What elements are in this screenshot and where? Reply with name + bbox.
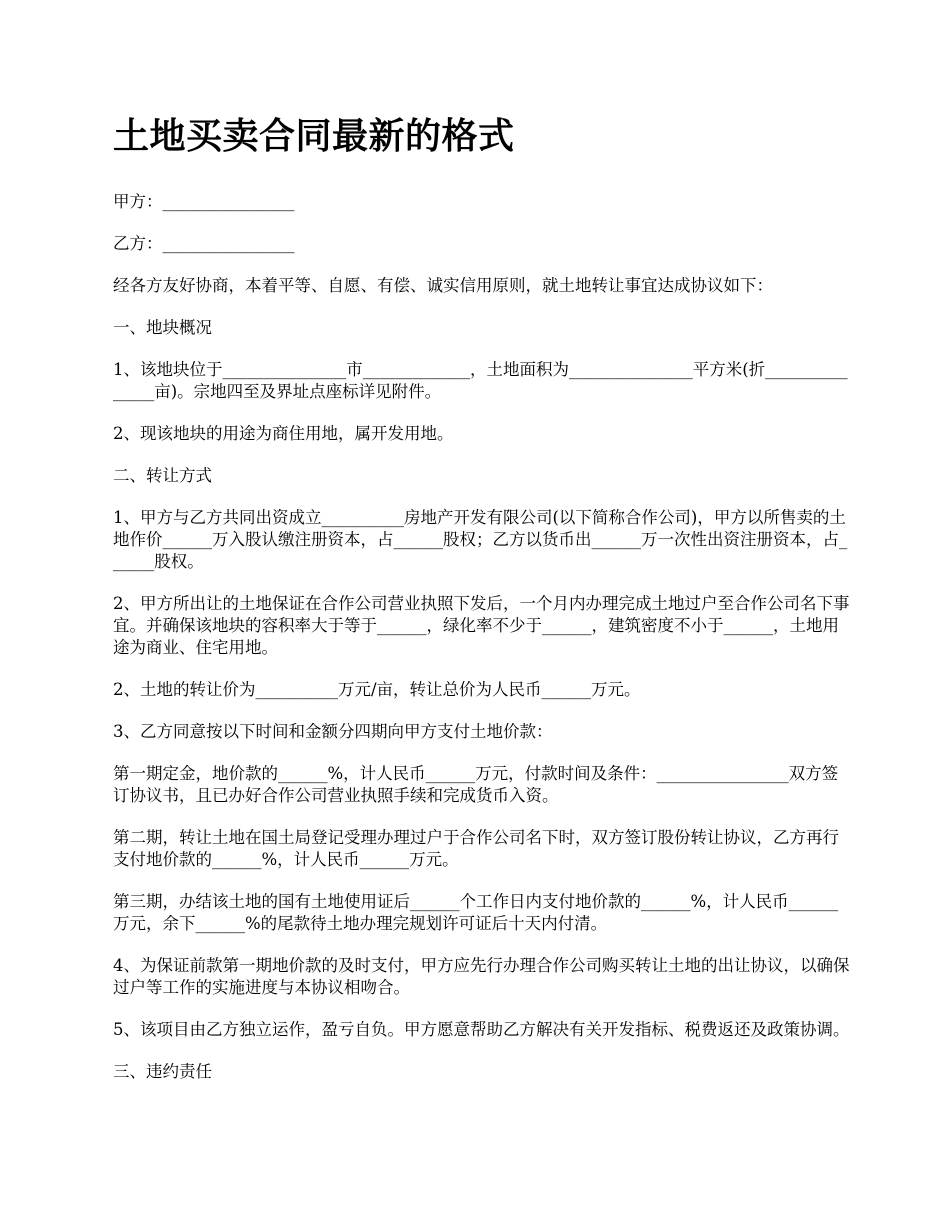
clause-joint-company: 1、甲方与乙方共同出资成立__________房地产开发有限公司(以下简称合作公司)，甲方以所售卖的土地作价______万入股认缴注册资本，占______股权；乙方以货币出______万一次性出资注册资本，占______股权。 [113, 508, 848, 571]
payment-phase-3: 第三期，办结该土地的国有土地使用证后______个工作日内支付地价款的______%，计人民币______万元，余下______%的尾款待土地办理完规划许可证后十天内付清。 [113, 892, 839, 933]
preamble: 经各方友好协商，本着平等、自愿、有偿、诚实信用原则，就土地转让事宜达成协议如下： [113, 276, 773, 295]
section-heading-transfer-method: 二、转让方式 [113, 466, 212, 485]
clause-land-use: 2、现该地块的用途为商住用地，属开发用地。 [113, 424, 454, 443]
party-a-line: 甲方：________________ [113, 192, 295, 211]
clause-land-location: 1、该地块位于_______________市_____________，土地面积为_______________平方米(折_______________亩)。宗地四至及界址点座标详见附件。 [113, 360, 848, 401]
clause-independent-operation: 5、该项目由乙方独立运作，盈亏自负。甲方愿意帮助乙方解决有关开发指标、税费返还及政策协调。 [113, 1020, 850, 1039]
clause-transfer-guarantee: 2、甲方所出让的土地保证在合作公司营业执照下发后，一个月内办理完成土地过户至合作公司名下事宜。并确保该地块的容积率大于等于______，绿化率不少于______，建筑密度不小于______，土地用途为商业、住宅用地。 [113, 594, 850, 657]
document-title: 土地买卖合同最新的格式 [113, 115, 515, 157]
clause-payment-schedule: 3、乙方同意按以下时间和金额分四期向甲方支付土地价款： [113, 722, 553, 741]
payment-phase-1: 第一期定金，地价款的______%，计人民币______万元，付款时间及条件：________________双方签订协议书，且已办好合作公司营业执照手续和完成货币入资。 [113, 764, 839, 805]
section-heading-land-overview: 一、地块概况 [113, 318, 212, 337]
payment-phase-2: 第二期，转让土地在国土局登记受理办理过户于合作公司名下时，双方签订股份转让协议，乙方再行支付地价款的______%，计人民币______万元。 [113, 828, 839, 869]
section-heading-breach-liability: 三、违约责任 [113, 1062, 212, 1081]
document-page [113, 108, 853, 1103]
clause-timely-payment: 4、为保证前款第一期地价款的及时支付，甲方应先行办理合作公司购买转让土地的出让协议，以确保过户等工作的实施进度与本协议相吻合。 [113, 956, 850, 997]
party-b-line: 乙方：________________ [113, 234, 295, 253]
clause-transfer-price: 2、土地的转让价为__________万元/亩，转让总价为人民币______万元。 [113, 680, 641, 699]
